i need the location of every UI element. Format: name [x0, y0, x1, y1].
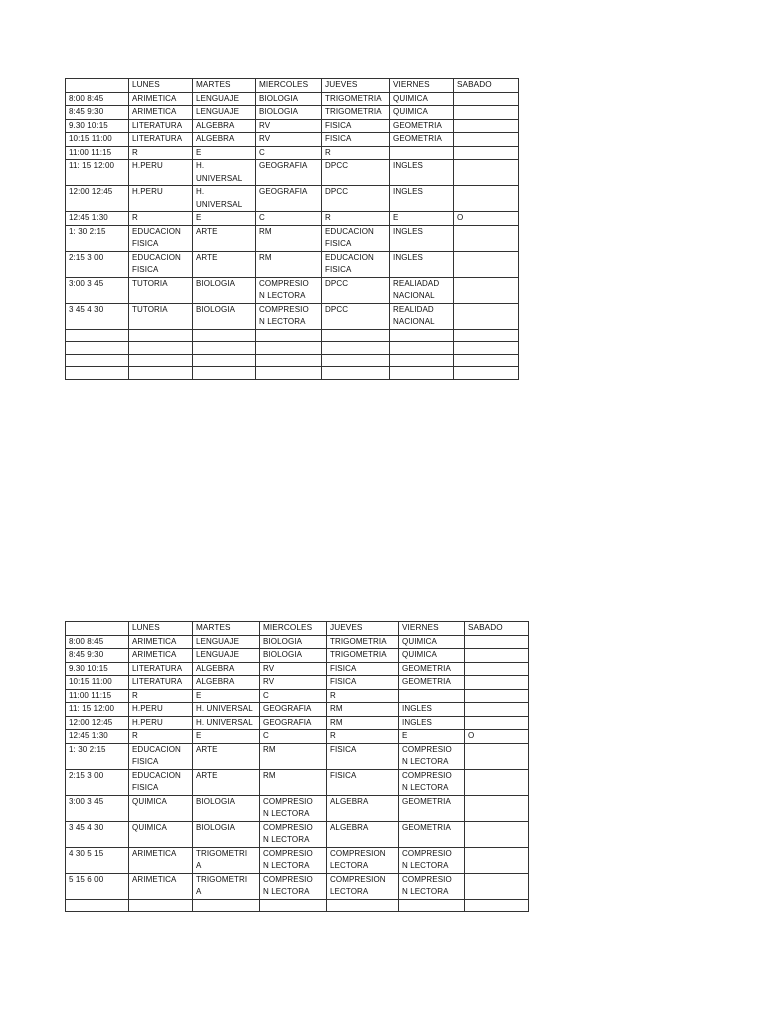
subject-cell: [465, 662, 529, 676]
subject-cell: COMPRESIO N LECTORA: [399, 769, 465, 795]
subject-cell: [390, 354, 454, 367]
subject-cell: [129, 329, 193, 342]
subject-cell: [465, 769, 529, 795]
table-row: [66, 106, 519, 120]
day-header-cell: JUEVES: [322, 79, 390, 93]
subject-cell: [129, 367, 193, 380]
time-slot-cell: 1: 30 2:15: [66, 743, 129, 769]
time-slot-cell: 8:00 8:45: [66, 92, 129, 106]
subject-cell: COMPRESION LECTORA: [327, 847, 399, 873]
subject-cell: [465, 847, 529, 873]
subject-cell: R: [327, 730, 399, 744]
table-row: [66, 212, 519, 226]
table-row: [66, 662, 529, 676]
subject-cell: GEOMETRIA: [399, 676, 465, 690]
time-slot-cell: 9.30 10:15: [66, 119, 129, 133]
subject-cell: [465, 899, 529, 912]
table-row: [66, 329, 519, 342]
subject-cell: E: [193, 146, 256, 160]
subject-cell: ARTE: [193, 743, 260, 769]
subject-cell: [454, 303, 519, 329]
day-header-cell: VIERNES: [399, 622, 465, 636]
subject-cell: EDUCACION FISICA: [129, 769, 193, 795]
subject-cell: R: [322, 146, 390, 160]
time-slot-cell: 11: 15 12:00: [66, 703, 129, 717]
subject-cell: RM: [260, 743, 327, 769]
subject-cell: EDUCACION FISICA: [129, 225, 193, 251]
day-header-cell: JUEVES: [327, 622, 399, 636]
subject-cell: [193, 367, 256, 380]
subject-cell: TRIGOMETRIA: [322, 106, 390, 120]
subject-cell: TRIGOMETRIA: [327, 635, 399, 649]
subject-cell: BIOLOGIA: [260, 649, 327, 663]
subject-cell: GEOMETRIA: [399, 821, 465, 847]
subject-cell: FISICA: [322, 133, 390, 147]
header-corner-cell: [66, 79, 129, 93]
subject-cell: INGLES: [390, 225, 454, 251]
time-slot-cell: 12:00 12:45: [66, 716, 129, 730]
table-row: [66, 649, 529, 663]
subject-cell: BIOLOGIA: [193, 795, 260, 821]
time-slot-cell: 3:00 3 45: [66, 795, 129, 821]
subject-cell: EDUCACION FISICA: [129, 743, 193, 769]
time-slot-cell: 3 45 4 30: [66, 303, 129, 329]
subject-cell: C: [260, 730, 327, 744]
subject-cell: EDUCACION FISICA: [322, 251, 390, 277]
time-slot-cell: 8:45 9:30: [66, 106, 129, 120]
time-slot-cell: 10:15 11:00: [66, 676, 129, 690]
subject-cell: [454, 342, 519, 355]
subject-cell: ARIMETICA: [129, 635, 193, 649]
subject-cell: INGLES: [390, 186, 454, 212]
subject-cell: R: [129, 212, 193, 226]
time-slot-cell: 5 15 6 00: [66, 873, 129, 899]
subject-cell: [454, 367, 519, 380]
subject-cell: [465, 676, 529, 690]
header-corner-cell: [66, 622, 129, 636]
subject-cell: QUIMICA: [129, 821, 193, 847]
subject-cell: QUIMICA: [390, 92, 454, 106]
subject-cell: LITERATURA: [129, 119, 193, 133]
day-header-cell: SABADO: [454, 79, 519, 93]
subject-cell: BIOLOGIA: [193, 277, 256, 303]
subject-cell: COMPRESIO N LECTORA: [256, 277, 322, 303]
subject-cell: [454, 133, 519, 147]
subject-cell: E: [193, 730, 260, 744]
subject-cell: DPCC: [322, 186, 390, 212]
time-slot-cell: [66, 367, 129, 380]
subject-cell: QUIMICA: [390, 106, 454, 120]
subject-cell: REALIDAD NACIONAL: [390, 303, 454, 329]
subject-cell: [454, 160, 519, 186]
subject-cell: ARTE: [193, 225, 256, 251]
table-row: [66, 635, 529, 649]
subject-cell: [390, 146, 454, 160]
subject-cell: TRIGOMETRIA: [322, 92, 390, 106]
subject-cell: ARIMETICA: [129, 106, 193, 120]
subject-cell: [454, 225, 519, 251]
subject-cell: COMPRESIO N LECTORA: [399, 873, 465, 899]
subject-cell: [256, 329, 322, 342]
subject-cell: H. UNIVERSAL: [193, 160, 256, 186]
subject-cell: RV: [260, 676, 327, 690]
subject-cell: [465, 689, 529, 703]
time-slot-cell: 12:45 1:30: [66, 730, 129, 744]
subject-cell: [399, 689, 465, 703]
subject-cell: INGLES: [399, 703, 465, 717]
table-row: [66, 899, 529, 912]
subject-cell: E: [193, 212, 256, 226]
table-row: [66, 225, 519, 251]
subject-cell: [193, 329, 256, 342]
schedule-table-1: [65, 78, 519, 380]
subject-cell: [454, 106, 519, 120]
time-slot-cell: 2:15 3 00: [66, 251, 129, 277]
subject-cell: GEOGRAFIA: [256, 160, 322, 186]
table-row: [66, 743, 529, 769]
subject-cell: LENGUAJE: [193, 106, 256, 120]
time-slot-cell: [66, 899, 129, 912]
subject-cell: LITERATURA: [129, 133, 193, 147]
subject-cell: H.PERU: [129, 703, 193, 717]
subject-cell: ARTE: [193, 251, 256, 277]
subject-cell: TRIGOMETRI A: [193, 847, 260, 873]
subject-cell: [129, 354, 193, 367]
table-row: [66, 873, 529, 899]
subject-cell: COMPRESIO N LECTORA: [260, 873, 327, 899]
subject-cell: [454, 354, 519, 367]
subject-cell: LENGUAJE: [193, 649, 260, 663]
table-row: [66, 277, 519, 303]
table-row: [66, 730, 529, 744]
day-header-cell: LUNES: [129, 622, 193, 636]
subject-cell: [454, 329, 519, 342]
subject-cell: [454, 92, 519, 106]
table-row: [66, 703, 529, 717]
subject-cell: RM: [256, 251, 322, 277]
day-header-cell: MARTES: [193, 79, 256, 93]
subject-cell: EDUCACION FISICA: [129, 251, 193, 277]
subject-cell: C: [256, 212, 322, 226]
table-row: [66, 133, 519, 147]
subject-cell: LITERATURA: [129, 676, 193, 690]
subject-cell: REALIADAD NACIONAL: [390, 277, 454, 303]
subject-cell: ARIMETICA: [129, 873, 193, 899]
day-header-cell: MIERCOLES: [256, 79, 322, 93]
table-row: [66, 342, 519, 355]
table-row: [66, 716, 529, 730]
subject-cell: [322, 367, 390, 380]
subject-cell: [322, 329, 390, 342]
subject-cell: ARIMETICA: [129, 649, 193, 663]
subject-cell: [454, 251, 519, 277]
subject-cell: COMPRESIO N LECTORA: [399, 847, 465, 873]
subject-cell: FISICA: [327, 676, 399, 690]
subject-cell: E: [390, 212, 454, 226]
table-row: [66, 769, 529, 795]
subject-cell: QUIMICA: [129, 795, 193, 821]
subject-cell: [256, 342, 322, 355]
subject-cell: [256, 367, 322, 380]
subject-cell: COMPRESIO N LECTORA: [260, 821, 327, 847]
subject-cell: [193, 342, 256, 355]
subject-cell: GEOGRAFIA: [260, 716, 327, 730]
subject-cell: [390, 329, 454, 342]
subject-cell: [322, 342, 390, 355]
table-row: [66, 251, 519, 277]
subject-cell: C: [260, 689, 327, 703]
subject-cell: FISICA: [327, 743, 399, 769]
subject-cell: [465, 743, 529, 769]
subject-cell: [193, 354, 256, 367]
subject-cell: R: [322, 212, 390, 226]
subject-cell: ARTE: [193, 769, 260, 795]
subject-cell: [465, 873, 529, 899]
subject-cell: RM: [327, 703, 399, 717]
subject-cell: GEOMETRIA: [399, 795, 465, 821]
table-row: [66, 186, 519, 212]
table-row: [66, 354, 519, 367]
subject-cell: [465, 649, 529, 663]
subject-cell: H. UNIVERSAL: [193, 186, 256, 212]
subject-cell: QUIMICA: [399, 635, 465, 649]
subject-cell: COMPRESIO N LECTORA: [260, 847, 327, 873]
subject-cell: COMPRESION LECTORA: [327, 873, 399, 899]
subject-cell: DPCC: [322, 160, 390, 186]
subject-cell: FISICA: [322, 119, 390, 133]
subject-cell: H.PERU: [129, 716, 193, 730]
subject-cell: [390, 342, 454, 355]
subject-cell: [465, 821, 529, 847]
subject-cell: INGLES: [399, 716, 465, 730]
subject-cell: [129, 342, 193, 355]
time-slot-cell: 10:15 11:00: [66, 133, 129, 147]
day-header-cell: VIERNES: [390, 79, 454, 93]
subject-cell: RV: [260, 662, 327, 676]
subject-cell: QUIMICA: [399, 649, 465, 663]
subject-cell: [465, 795, 529, 821]
subject-cell: BIOLOGIA: [256, 106, 322, 120]
subject-cell: H.PERU: [129, 160, 193, 186]
subject-cell: ALGEBRA: [193, 133, 256, 147]
time-slot-cell: 3:00 3 45: [66, 277, 129, 303]
time-slot-cell: 8:00 8:45: [66, 635, 129, 649]
subject-cell: BIOLOGIA: [193, 821, 260, 847]
subject-cell: O: [465, 730, 529, 744]
subject-cell: ALGEBRA: [193, 676, 260, 690]
table-row: [66, 303, 519, 329]
subject-cell: ARIMETICA: [129, 847, 193, 873]
subject-cell: DPCC: [322, 277, 390, 303]
subject-cell: R: [327, 689, 399, 703]
subject-cell: LENGUAJE: [193, 635, 260, 649]
subject-cell: BIOLOGIA: [260, 635, 327, 649]
time-slot-cell: 12:00 12:45: [66, 186, 129, 212]
header-row: [66, 79, 519, 93]
day-header-cell: LUNES: [129, 79, 193, 93]
table-row: [66, 795, 529, 821]
time-slot-cell: [66, 342, 129, 355]
subject-cell: [465, 635, 529, 649]
table-row: [66, 847, 529, 873]
subject-cell: [327, 899, 399, 912]
subject-cell: FISICA: [327, 769, 399, 795]
subject-cell: [465, 716, 529, 730]
time-slot-cell: 8:45 9:30: [66, 649, 129, 663]
subject-cell: TRIGOMETRIA: [327, 649, 399, 663]
subject-cell: R: [129, 730, 193, 744]
table-row: [66, 676, 529, 690]
subject-cell: GEOMETRIA: [390, 133, 454, 147]
subject-cell: COMPRESIO N LECTORA: [256, 303, 322, 329]
subject-cell: GEOGRAFIA: [260, 703, 327, 717]
subject-cell: ALGEBRA: [327, 795, 399, 821]
subject-cell: FISICA: [327, 662, 399, 676]
subject-cell: [390, 367, 454, 380]
subject-cell: GEOMETRIA: [390, 119, 454, 133]
subject-cell: [465, 703, 529, 717]
subject-cell: ALGEBRA: [193, 662, 260, 676]
subject-cell: C: [256, 146, 322, 160]
subject-cell: RM: [256, 225, 322, 251]
day-header-cell: MIERCOLES: [260, 622, 327, 636]
subject-cell: GEOGRAFIA: [256, 186, 322, 212]
subject-cell: INGLES: [390, 251, 454, 277]
subject-cell: H. UNIVERSAL: [193, 716, 260, 730]
time-slot-cell: 11:00 11:15: [66, 146, 129, 160]
table-row: [66, 146, 519, 160]
subject-cell: INGLES: [390, 160, 454, 186]
time-slot-cell: [66, 329, 129, 342]
subject-cell: H.PERU: [129, 186, 193, 212]
time-slot-cell: 11: 15 12:00: [66, 160, 129, 186]
subject-cell: TUTORIA: [129, 277, 193, 303]
time-slot-cell: 1: 30 2:15: [66, 225, 129, 251]
time-slot-cell: 4 30 5 15: [66, 847, 129, 873]
subject-cell: [454, 186, 519, 212]
subject-cell: H. UNIVERSAL: [193, 703, 260, 717]
table-row: [66, 160, 519, 186]
schedule-table-2: [65, 621, 529, 912]
subject-cell: RV: [256, 133, 322, 147]
header-row: [66, 622, 529, 636]
subject-cell: [454, 119, 519, 133]
subject-cell: ALGEBRA: [327, 821, 399, 847]
time-slot-cell: 3 45 4 30: [66, 821, 129, 847]
subject-cell: EDUCACION FISICA: [322, 225, 390, 251]
subject-cell: [260, 899, 327, 912]
day-header-cell: SABADO: [465, 622, 529, 636]
subject-cell: ALGEBRA: [193, 119, 256, 133]
subject-cell: TUTORIA: [129, 303, 193, 329]
subject-cell: R: [129, 689, 193, 703]
time-slot-cell: 12:45 1:30: [66, 212, 129, 226]
subject-cell: [256, 354, 322, 367]
subject-cell: GEOMETRIA: [399, 662, 465, 676]
table-row: [66, 92, 519, 106]
table-row: [66, 689, 529, 703]
subject-cell: COMPRESIO N LECTORA: [260, 795, 327, 821]
time-slot-cell: [66, 354, 129, 367]
time-slot-cell: 2:15 3 00: [66, 769, 129, 795]
subject-cell: [454, 146, 519, 160]
subject-cell: RM: [327, 716, 399, 730]
subject-cell: RV: [256, 119, 322, 133]
subject-cell: E: [399, 730, 465, 744]
table-row: [66, 821, 529, 847]
table-row: [66, 119, 519, 133]
subject-cell: TRIGOMETRI A: [193, 873, 260, 899]
subject-cell: RM: [260, 769, 327, 795]
time-slot-cell: 9.30 10:15: [66, 662, 129, 676]
subject-cell: BIOLOGIA: [193, 303, 256, 329]
subject-cell: R: [129, 146, 193, 160]
subject-cell: COMPRESIO N LECTORA: [399, 743, 465, 769]
subject-cell: BIOLOGIA: [256, 92, 322, 106]
subject-cell: DPCC: [322, 303, 390, 329]
day-header-cell: MARTES: [193, 622, 260, 636]
subject-cell: LENGUAJE: [193, 92, 256, 106]
subject-cell: [322, 354, 390, 367]
subject-cell: LITERATURA: [129, 662, 193, 676]
table-row: [66, 367, 519, 380]
subject-cell: [399, 899, 465, 912]
subject-cell: [129, 899, 193, 912]
time-slot-cell: 11:00 11:15: [66, 689, 129, 703]
subject-cell: E: [193, 689, 260, 703]
subject-cell: O: [454, 212, 519, 226]
subject-cell: [454, 277, 519, 303]
subject-cell: ARIMETICA: [129, 92, 193, 106]
subject-cell: [193, 899, 260, 912]
